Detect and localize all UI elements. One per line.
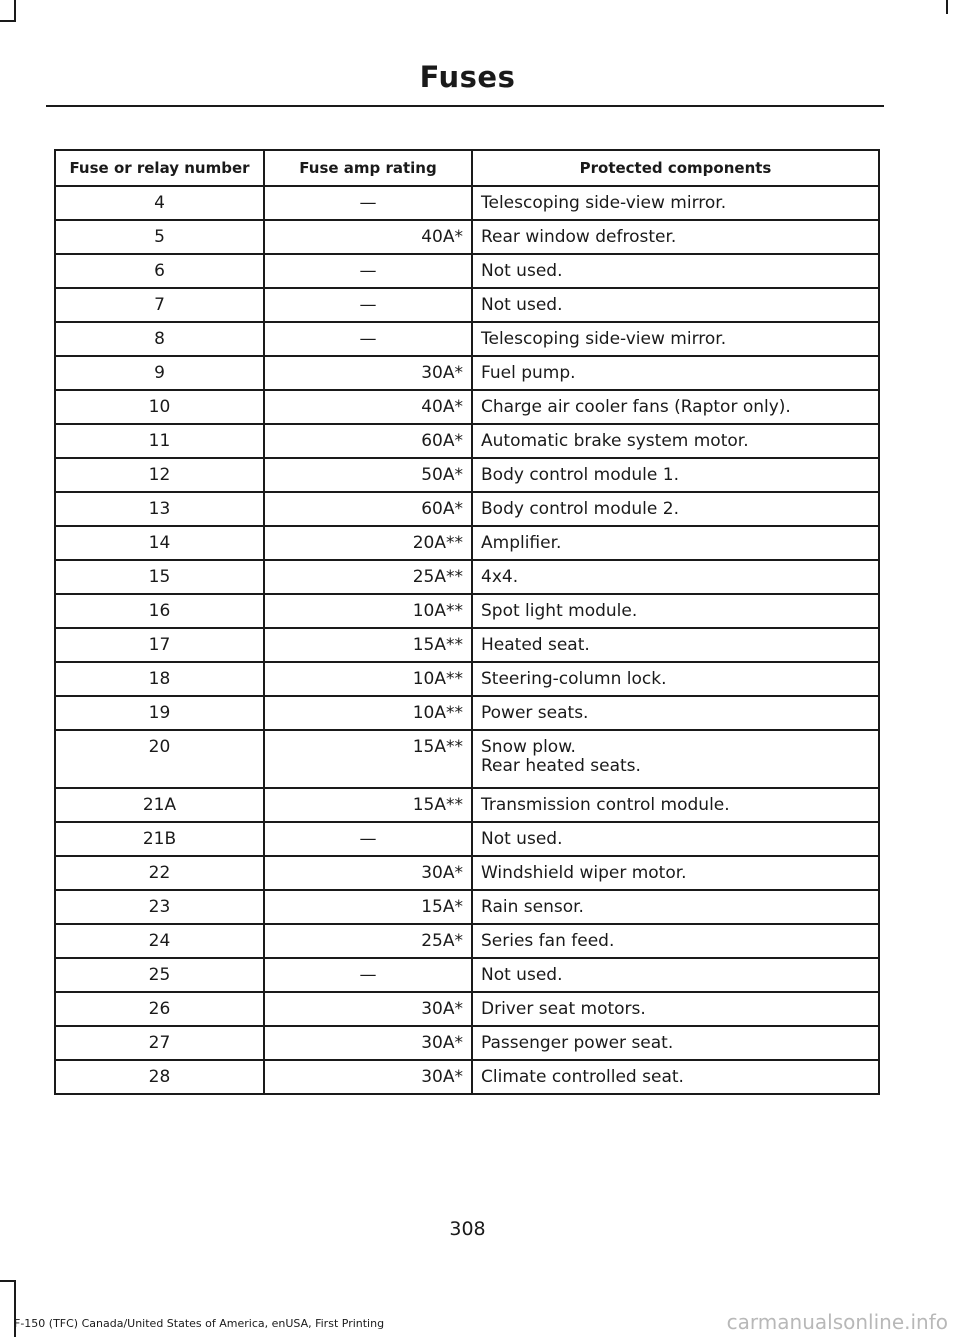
table-row bbox=[55, 560, 879, 594]
fuse-number-cell: 21B bbox=[55, 822, 264, 856]
table-row bbox=[55, 424, 879, 458]
component-line: Automatic brake system motor. bbox=[481, 431, 749, 451]
fuse-number-cell: 11 bbox=[55, 424, 264, 458]
component-line: Series fan feed. bbox=[481, 931, 615, 951]
table-row bbox=[55, 492, 879, 526]
component-line: Steering-column lock. bbox=[481, 669, 667, 689]
table-row bbox=[55, 992, 879, 1026]
table-row bbox=[55, 1026, 879, 1060]
component-line: Snow plow. bbox=[481, 737, 576, 757]
amp-rating-cell: 50A* bbox=[264, 458, 472, 492]
fuse-number-cell: 4 bbox=[55, 186, 264, 220]
table-row bbox=[55, 856, 879, 890]
table-row bbox=[55, 730, 879, 788]
protected-components-cell bbox=[472, 322, 879, 356]
fuse-number-cell: 13 bbox=[55, 492, 264, 526]
table-row bbox=[55, 822, 879, 856]
page-number: 308 bbox=[449, 1218, 486, 1240]
protected-components-cell bbox=[472, 662, 879, 696]
amp-rating-cell: 30A* bbox=[264, 1026, 472, 1060]
protected-components-cell bbox=[472, 424, 879, 458]
protected-components-cell bbox=[472, 560, 879, 594]
component-line: Telescoping side-view mirror. bbox=[481, 329, 727, 349]
protected-components-cell bbox=[472, 254, 879, 288]
amp-rating-cell: 15A* bbox=[264, 890, 472, 924]
fuse-number-cell: 5 bbox=[55, 220, 264, 254]
component-line: Not used. bbox=[481, 261, 563, 281]
fuse-number-cell: 15 bbox=[55, 560, 264, 594]
amp-rating-cell: 15A** bbox=[264, 628, 472, 662]
table-row bbox=[55, 1060, 879, 1094]
fuse-number-cell: 14 bbox=[55, 526, 264, 560]
table-row bbox=[55, 390, 879, 424]
fuse-number-cell: 6 bbox=[55, 254, 264, 288]
column-header-protected-components: Protected components bbox=[472, 150, 879, 186]
component-line: Telescoping side-view mirror. bbox=[481, 193, 727, 213]
amp-rating-cell: 40A* bbox=[264, 220, 472, 254]
protected-components-cell bbox=[472, 992, 879, 1026]
amp-rating-cell: 30A* bbox=[264, 992, 472, 1026]
protected-components-cell bbox=[472, 1060, 879, 1094]
fuse-number-cell: 20 bbox=[55, 730, 264, 788]
amp-rating-cell: 10A** bbox=[264, 594, 472, 628]
fuse-number-cell: 23 bbox=[55, 890, 264, 924]
protected-components-cell bbox=[472, 594, 879, 628]
table-row bbox=[55, 220, 879, 254]
amp-rating-cell: — bbox=[264, 958, 472, 992]
component-line: Transmission control module. bbox=[481, 795, 730, 815]
protected-components-cell bbox=[472, 492, 879, 526]
fuse-number-cell: 8 bbox=[55, 322, 264, 356]
fuse-number-cell: 28 bbox=[55, 1060, 264, 1094]
fuse-number-cell: 27 bbox=[55, 1026, 264, 1060]
component-line: Rain sensor. bbox=[481, 897, 584, 917]
crop-mark-bottom-left-horizontal bbox=[0, 1280, 16, 1282]
watermark: carmanualsonline.info bbox=[726, 1310, 948, 1334]
amp-rating-cell: 60A* bbox=[264, 492, 472, 526]
component-line: Amplifier. bbox=[481, 533, 562, 553]
crop-mark-top-left-vertical bbox=[14, 0, 16, 20]
title-divider bbox=[46, 105, 884, 107]
component-line: Passenger power seat. bbox=[481, 1033, 674, 1053]
table-row bbox=[55, 696, 879, 730]
table-row bbox=[55, 356, 879, 390]
protected-components-cell bbox=[472, 924, 879, 958]
protected-components-cell bbox=[472, 822, 879, 856]
table-row bbox=[55, 458, 879, 492]
table-row bbox=[55, 526, 879, 560]
amp-rating-cell: 10A** bbox=[264, 662, 472, 696]
component-line: Not used. bbox=[481, 829, 563, 849]
crop-mark-top-right bbox=[946, 0, 948, 14]
table-header-row bbox=[55, 150, 879, 186]
page-title: Fuses bbox=[419, 60, 516, 94]
fuse-number-cell: 16 bbox=[55, 594, 264, 628]
table-row bbox=[55, 322, 879, 356]
protected-components-cell bbox=[472, 628, 879, 662]
component-line: Rear window defroster. bbox=[481, 227, 677, 247]
amp-rating-cell: — bbox=[264, 186, 472, 220]
table-row bbox=[55, 254, 879, 288]
component-line: Not used. bbox=[481, 965, 563, 985]
amp-rating-cell: 15A** bbox=[264, 788, 472, 822]
protected-components-cell bbox=[472, 186, 879, 220]
component-line: Charge air cooler fans (Raptor only). bbox=[481, 397, 791, 417]
component-line: Spot light module. bbox=[481, 601, 638, 621]
fuse-number-cell: 12 bbox=[55, 458, 264, 492]
protected-components-cell bbox=[472, 730, 879, 788]
table-row bbox=[55, 594, 879, 628]
amp-rating-cell: 30A* bbox=[264, 856, 472, 890]
fuse-number-cell: 26 bbox=[55, 992, 264, 1026]
crop-mark-top-left-horizontal bbox=[0, 20, 16, 22]
column-header-fuse-number: Fuse or relay number bbox=[55, 150, 264, 186]
protected-components-cell bbox=[472, 356, 879, 390]
table-row bbox=[55, 924, 879, 958]
amp-rating-cell: 10A** bbox=[264, 696, 472, 730]
publication-footer: F-150 (TFC) Canada/United States of America, enUSA, First Printing bbox=[14, 1317, 385, 1330]
component-line: Driver seat motors. bbox=[481, 999, 646, 1019]
column-header-amp-rating: Fuse amp rating bbox=[264, 150, 472, 186]
fuse-number-cell: 9 bbox=[55, 356, 264, 390]
amp-rating-cell: 20A** bbox=[264, 526, 472, 560]
protected-components-cell bbox=[472, 890, 879, 924]
protected-components-cell bbox=[472, 220, 879, 254]
amp-rating-cell: — bbox=[264, 254, 472, 288]
component-line: Not used. bbox=[481, 295, 563, 315]
table-body bbox=[55, 186, 879, 1094]
amp-rating-cell: 60A* bbox=[264, 424, 472, 458]
fuse-number-cell: 18 bbox=[55, 662, 264, 696]
amp-rating-cell: — bbox=[264, 822, 472, 856]
protected-components-cell bbox=[472, 526, 879, 560]
component-line: Rear heated seats. bbox=[481, 756, 641, 776]
amp-rating-cell: 40A* bbox=[264, 390, 472, 424]
table-row bbox=[55, 628, 879, 662]
protected-components-cell bbox=[472, 458, 879, 492]
amp-rating-cell: 25A** bbox=[264, 560, 472, 594]
component-line: Body control module 2. bbox=[481, 499, 679, 519]
fuse-number-cell: 21A bbox=[55, 788, 264, 822]
protected-components-cell bbox=[472, 696, 879, 730]
component-line: 4x4. bbox=[481, 567, 519, 587]
protected-components-cell bbox=[472, 288, 879, 322]
amp-rating-cell: 30A* bbox=[264, 356, 472, 390]
protected-components-cell bbox=[472, 856, 879, 890]
fuse-number-cell: 19 bbox=[55, 696, 264, 730]
amp-rating-cell: 15A** bbox=[264, 730, 472, 788]
component-line: Fuel pump. bbox=[481, 363, 576, 383]
amp-rating-cell: 25A* bbox=[264, 924, 472, 958]
table-row bbox=[55, 186, 879, 220]
fuse-number-cell: 22 bbox=[55, 856, 264, 890]
table-row bbox=[55, 662, 879, 696]
component-line: Heated seat. bbox=[481, 635, 590, 655]
amp-rating-cell: 30A* bbox=[264, 1060, 472, 1094]
component-line: Power seats. bbox=[481, 703, 589, 723]
amp-rating-cell: — bbox=[264, 322, 472, 356]
fuse-number-cell: 25 bbox=[55, 958, 264, 992]
amp-rating-cell: — bbox=[264, 288, 472, 322]
fuse-table bbox=[54, 149, 880, 1095]
protected-components-cell bbox=[472, 788, 879, 822]
protected-components-cell bbox=[472, 1026, 879, 1060]
fuse-number-cell: 24 bbox=[55, 924, 264, 958]
table-row bbox=[55, 890, 879, 924]
protected-components-cell bbox=[472, 390, 879, 424]
fuse-number-cell: 17 bbox=[55, 628, 264, 662]
component-line: Body control module 1. bbox=[481, 465, 679, 485]
fuse-number-cell: 7 bbox=[55, 288, 264, 322]
fuse-number-cell: 10 bbox=[55, 390, 264, 424]
component-line: Climate controlled seat. bbox=[481, 1067, 684, 1087]
table-row bbox=[55, 288, 879, 322]
protected-components-cell bbox=[472, 958, 879, 992]
table-row bbox=[55, 788, 879, 822]
table-row bbox=[55, 958, 879, 992]
component-line: Windshield wiper motor. bbox=[481, 863, 687, 883]
